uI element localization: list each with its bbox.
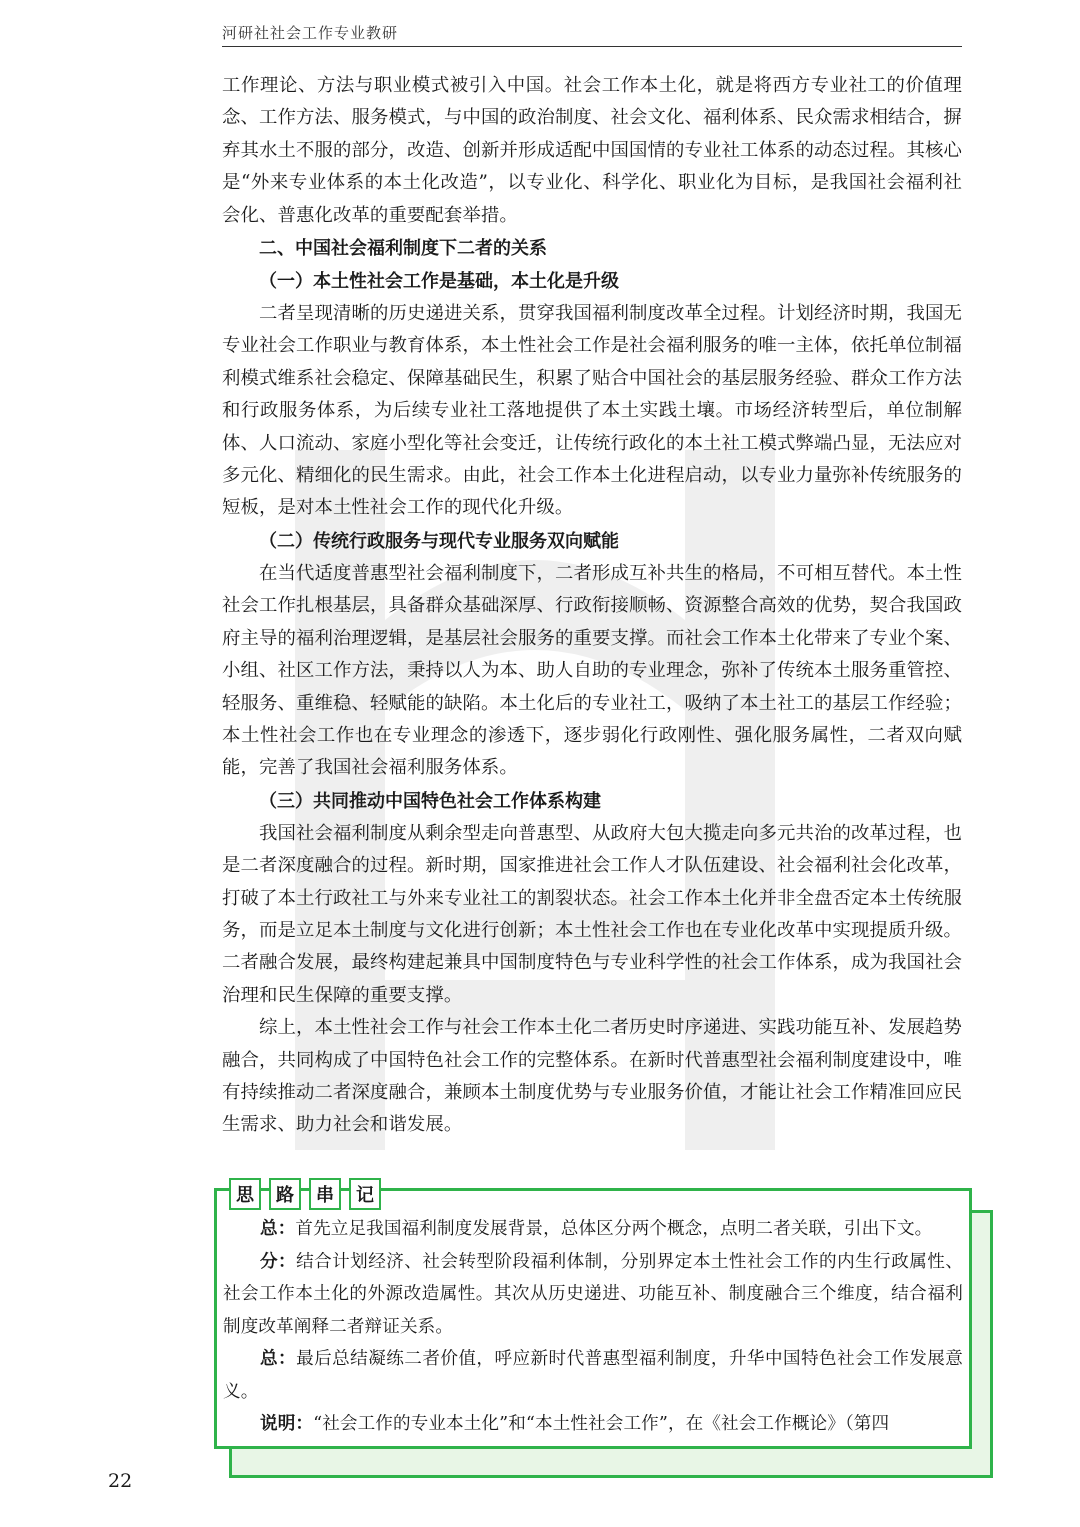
notes-tag: 记 — [349, 1178, 381, 1210]
notes-tag: 串 — [309, 1178, 341, 1210]
notes-tag: 路 — [269, 1178, 301, 1210]
running-header — [222, 22, 962, 47]
subsection-heading: （一）本土性社会工作是基础，本土化是升级 — [259, 271, 619, 293]
subsection-heading: （三）共同推动中国特色社会工作体系构建 — [259, 790, 601, 812]
main-text — [222, 70, 962, 1142]
notes-item-label: 说明： — [260, 1414, 314, 1434]
subsection-heading: （二）传统行政服务与现代专业服务双向赋能 — [259, 530, 619, 552]
notes-item-label: 分： — [260, 1251, 297, 1272]
notes-tags — [229, 1178, 381, 1210]
notes-item-text: 结合计划经济、社会转型阶段福利体制，分别界定本土性社会工作的内生行政属性、社会工作本土化的外源改造属性。其次从历史递进、功能互补、制度融合三个维度，结合福利制度改革阐释二者辩证关系。 — [223, 1251, 963, 1337]
notes-item-text: 首先立足我国福利制度发展背景，总体区分两个概念，点明二者关联，引出下文。 — [295, 1219, 933, 1239]
notes-item-text: “社会工作的专业本土化”和“本土性社会工作”，在《社会工作概论》（第四 — [313, 1414, 890, 1434]
notes-item — [223, 1213, 963, 1246]
notes-item-label: 总： — [260, 1349, 297, 1369]
notes-item — [223, 1246, 963, 1344]
notes-box — [214, 1185, 972, 1449]
paragraph: 我国社会福利制度从剩余型走向普惠型、从政府大包大揽走向多元共治的改革过程，也是二者深度融合的过程。新时期，国家推进社会工作人才队伍建设、社会福利社会化改革，打破了本土行政社工与外来专业社工的割裂状态。社会工作本土化并非全盘否定本土传统服务，而是立足本土制度与文化进行创新；本土性社会工作也在专业化改革中实现提质升级。二者融合发展，最终构建起兼具中国制度特色与专业科学性的社会工作体系，成为我国社会治理和民生保障的重要支撑。 — [222, 822, 962, 1006]
notes-item — [223, 1343, 963, 1408]
section-heading: 二、中国社会福利制度下二者的关系 — [259, 238, 547, 260]
paragraph: 工作理论、方法与职业模式被引入中国。社会工作本土化，就是将西方专业社工的价值理念、工作方法、服务模式，与中国的政治制度、社会文化、福利体系、民众需求相结合，摒弃其水土不服的部分，改造、创新并形成适配中国国情的专业社工体系的动态过程。其核心是“外来专业体系的本土化改造”，以专业化、科学化、职业化为目标，是我国社会福利社会化、普惠化改革的重要配套举措。 — [222, 75, 962, 226]
paragraph: 二者呈现清晰的历史递进关系，贯穿我国福利制度改革全过程。计划经济时期，我国无专业社会工作职业与教育体系，本土性社会工作是社会福利服务的唯一主体，依托单位制福利模式维系社会稳定、保障基础民生，积累了贴合中国社会的基层服务经验、群众工作方法和行政服务体系，为后续专业社工落地提供了本土实践土壤。市场经济转型后，单位制解体、人口流动、家庭小型化等社会变迁，让传统行政化的本土社工模式弊端凸显，无法应对多元化、精细化的民生需求。由此，社会工作本土化进程启动，以专业力量弥补传统服务的短板，是对本土性社会工作的现代化升级。 — [222, 303, 962, 519]
page-number: 22 — [108, 1470, 133, 1492]
notes-body — [223, 1213, 963, 1441]
paragraph: 综上，本土性社会工作与社会工作本土化二者历史时序递进、实践功能互补、发展趋势融合，共同构成了中国特色社会工作的完整体系。在新时代普惠型社会福利制度建设中，唯有持续推动二者深度融合，兼顾本土制度优势与专业服务价值，才能让社会工作精准回应民生需求、助力社会和谐发展。 — [222, 1017, 962, 1136]
notes-item — [223, 1408, 963, 1441]
header-title: 河研社社会工作专业教研 — [222, 24, 399, 42]
paragraph: 在当代适度普惠型社会福利制度下，二者形成互补共生的格局，不可相互替代。本土性社会工作扎根基层，具备群众基础深厚、行政衔接顺畅、资源整合高效的优势，契合我国政府主导的福利治理逻辑，是基层社会服务的重要支撑。而社会工作本土化带来了专业个案、小组、社区工作方法，秉持以人为本、助人自助的专业理念，弥补了传统本土服务重管控、轻服务、重维稳、轻赋能的缺陷。本土化后的专业社工，吸纳了本土社工的基层工作经验；本土性社会工作也在专业理念的渗透下，逐步弱化行政刚性、强化服务属性，二者双向赋能，完善了我国社会福利服务体系。 — [222, 562, 962, 779]
notes-item-label: 总： — [260, 1219, 296, 1239]
notes-tag: 思 — [229, 1178, 261, 1210]
notes-item-text: 最后总结凝练二者价值，呼应新时代普惠型福利制度，升华中国特色社会工作发展意义。 — [223, 1349, 963, 1402]
